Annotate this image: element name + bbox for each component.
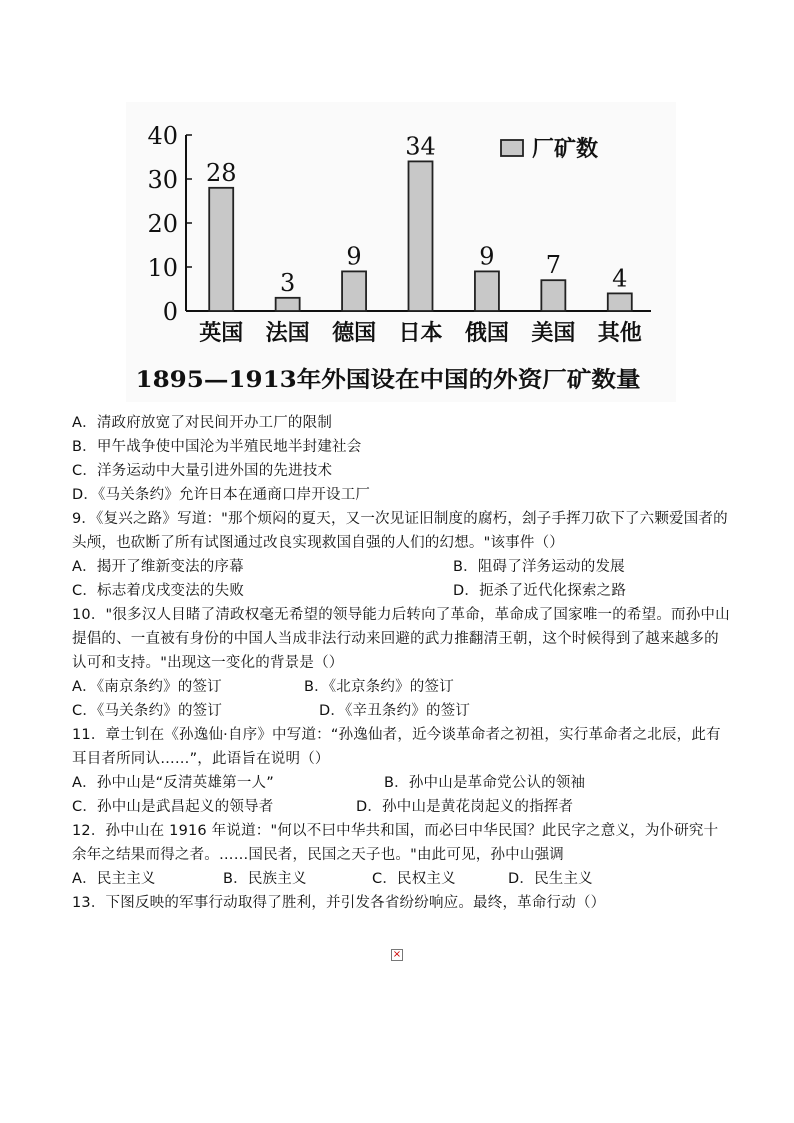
q9-option-a: A．揭开了维新变法的序幕 <box>72 559 244 575</box>
broken-image-icon: × <box>392 949 402 960</box>
y-tick-label: 40 <box>147 122 178 150</box>
y-tick-label: 0 <box>162 298 178 326</box>
x-tick-label: 其他 <box>597 321 642 346</box>
q10-options-row-2 <box>72 699 732 723</box>
q11-options-row-2 <box>72 795 732 819</box>
chart-svg <box>126 102 676 402</box>
bar-5 <box>541 280 565 311</box>
bar-value-label: 34 <box>405 132 436 161</box>
q10-stem: 10．"很多汉人目睹了清政权毫无希望的领导能力后转向了革命，革命成了国家唯一的希望。而孙中山提倡的、一直被有身份的中国人当成非法行动来回避的武力推翻清王朝，这个时候得到了越来越多的认可和支持。"出现这一变化的背景是（） <box>72 607 730 671</box>
q8-option-c: C．洋务运动中大量引进外国的先进技术 <box>72 463 333 479</box>
question-content <box>72 411 732 915</box>
q11-options-row-1 <box>72 771 732 795</box>
bar-6 <box>608 293 632 311</box>
q12-option-d: D．民生主义 <box>508 871 593 887</box>
bar-value-label: 4 <box>612 264 628 293</box>
q11-option-b: B．孙中山是革命党公认的领袖 <box>384 775 586 791</box>
q8-option-d: D．《马关条约》允许日本在通商口岸开设工厂 <box>72 487 371 503</box>
y-tick-label: 20 <box>147 210 178 238</box>
q9-options-row-2 <box>72 579 732 603</box>
x-tick-label: 英国 <box>199 321 244 346</box>
bar-1 <box>276 298 300 311</box>
bar-value-label: 28 <box>205 158 237 187</box>
q12-option-b: B．民族主义 <box>223 871 307 887</box>
q11-option-d: D．孙中山是黄花岗起义的指挥者 <box>356 799 574 815</box>
chart-title: 1895—1913年外国设在中国的外资厂矿数量 <box>135 367 641 393</box>
x-tick-label: 日本 <box>398 321 443 346</box>
q11-option-c: C．孙中山是武昌起义的领导者 <box>72 799 274 815</box>
bar-3 <box>409 161 433 311</box>
x-tick-label: 俄国 <box>464 321 509 346</box>
bar-value-label: 7 <box>545 251 561 280</box>
x-tick-label: 美国 <box>531 321 576 346</box>
bar-4 <box>475 271 499 311</box>
y-tick-label: 30 <box>147 166 178 194</box>
bar-0 <box>209 188 233 311</box>
bar-chart <box>126 102 676 402</box>
q12-options-row <box>72 867 732 891</box>
q12-option-c: C．民权主义 <box>372 871 456 887</box>
bar-value-label: 3 <box>280 268 296 297</box>
q8-option-a: A．清政府放宽了对民间开办工厂的限制 <box>72 415 333 431</box>
q9-option-d: D．扼杀了近代化探索之路 <box>453 583 627 599</box>
q13-stem: 13．下图反映的军事行动取得了胜利，并引发各省纷纷响应。最终，革命行动（） <box>72 895 606 911</box>
q12-option-a: A．民主主义 <box>72 871 156 887</box>
q9-stem: 9．《复兴之路》写道："那个烦闷的夏天，又一次见证旧制度的腐朽，刽子手挥刀砍下了六颗爱国者的头颅，也砍断了所有试图通过改良实现救国自强的人们的幻想。"该事件（） <box>72 511 728 551</box>
y-tick-label: 10 <box>147 254 178 282</box>
x-tick-label: 德国 <box>332 321 377 346</box>
q10-option-d: D．《辛丑条约》的签订 <box>319 703 471 719</box>
bar-value-label: 9 <box>346 242 362 271</box>
legend-swatch <box>501 140 523 156</box>
x-tick-label: 法国 <box>265 321 310 346</box>
q8-option-b: B．甲午战争使中国沦为半殖民地半封建社会 <box>72 439 362 455</box>
q10-options-row-1 <box>72 675 732 699</box>
q12-stem: 12．孙中山在 1916 年说道："何以不曰中华共和国，而必曰中华民国？此民字之意义，为仆研究十余年之结果而得之者。……国民者，民国之天子也。"由此可见，孙中山强调 <box>72 823 719 863</box>
q10-option-c: C．《马关条约》的签订 <box>72 703 223 719</box>
legend-label: 厂矿数 <box>532 137 599 162</box>
bar-2 <box>342 271 366 311</box>
q11-stem: 11．章士钊在《孙逸仙·自序》中写道：“孙逸仙者，近今谈革命者之初祖，实行革命者之北辰，此有耳目者所同认……”，此语旨在说明（） <box>72 727 721 767</box>
q10-option-b: B．《北京条约》的签订 <box>304 679 454 695</box>
q9-options-row-1 <box>72 555 732 579</box>
bar-value-label: 9 <box>479 242 495 271</box>
q10-option-a: A．《南京条约》的签订 <box>72 679 222 695</box>
q9-option-c: C．标志着戊戌变法的失败 <box>72 583 245 599</box>
q9-option-b: B．阻碍了洋务运动的发展 <box>453 559 625 575</box>
q11-option-a: A．孙中山是“反清英雄第一人” <box>72 775 274 791</box>
